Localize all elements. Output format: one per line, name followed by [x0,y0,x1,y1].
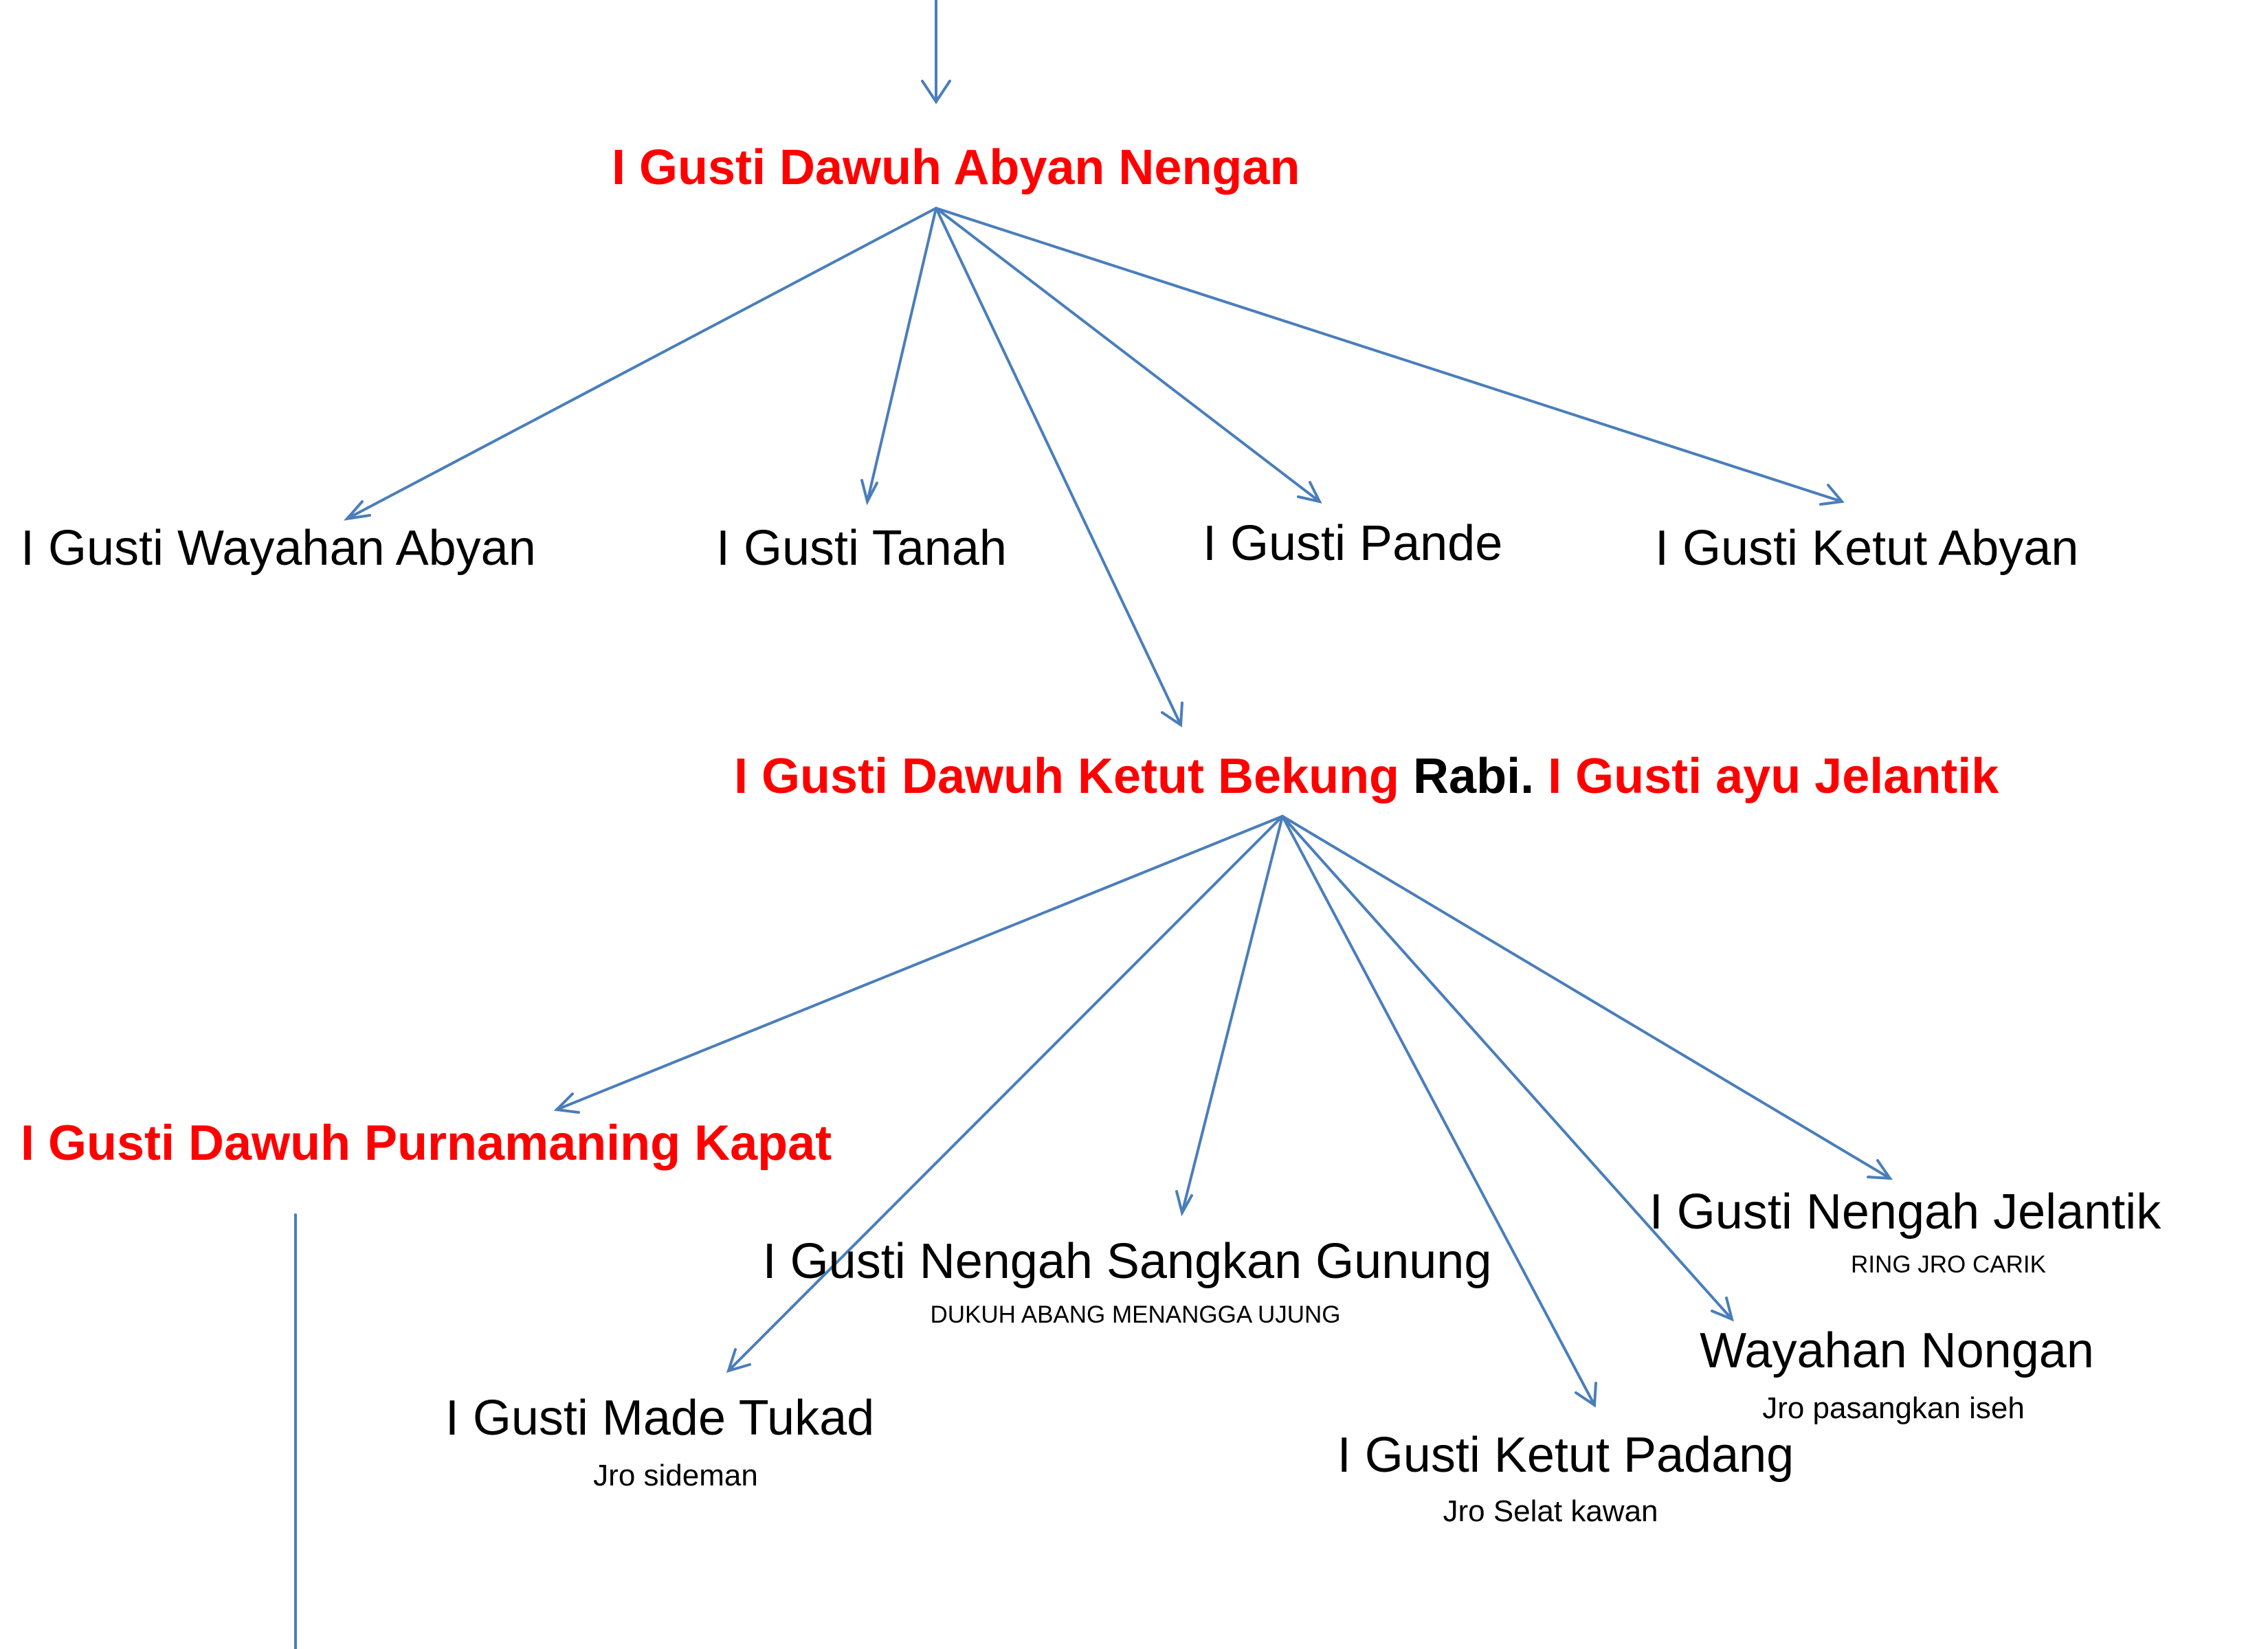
arrow-root-to-tanah [862,208,936,502]
arrow-root-to-pande [936,208,1320,502]
spouse-prefix: Rabi. [1413,749,1535,804]
child-name-nengah-jelantik: I Gusti Nengah Jelantik [1649,1185,2161,1239]
arrow-root-to-wayahan-abyan [347,208,936,519]
arrow-into-root [922,0,950,102]
child-name-sangkan-gunung: I Gusti Nengah Sangkan Gunung [762,1234,1492,1289]
child-note-wayahan-nongan: Jro pasangkan iseh [1762,1391,2025,1425]
arrow-bekung-to-purnamaning-kapat [557,816,1282,1112]
child-name-tanah: I Gusti Tanah [716,521,1007,576]
gen2-name: I Gusti Dawuh Ketut Bekung [734,749,1400,804]
arrow-root-to-dawuh-ketut-bekung [936,208,1182,725]
child-note-nengah-jelantik: RING JRO CARIK [1851,1251,2046,1278]
root-name: I Gusti Dawuh Abyan Nengan [612,140,1300,195]
child-name-made-tukad: I Gusti Made Tukad [445,1391,875,1446]
child-name-wayahan-nongan: Wayahan Nongan [1700,1323,2094,1378]
child-name-wayahan-abyan: I Gusti Wayahan Abyan [21,521,536,576]
child-note-ketut-padang: Jro Selat kawan [1443,1494,1658,1528]
child-note-made-tukad: Jro sideman [593,1459,758,1492]
child-name-ketut-padang: I Gusti Ketut Padang [1337,1428,1794,1483]
spouse-name: I Gusti ayu Jelantik [1548,749,1999,804]
child-note-sangkan-gunung: DUKUH ABANG MENANGGA UJUNG [930,1301,1341,1328]
child-name-ketut-abyan: I Gusti Ketut Abyan [1655,521,2079,576]
arrow-bekung-to-sangkan-gunung [1177,816,1282,1213]
child-name-pande: I Gusti Pande [1203,516,1503,571]
arrow-bekung-to-nengah-jelantik [1282,816,1890,1178]
gen2-line [734,749,1999,804]
arrow-root-to-ketut-abyan [936,208,1842,504]
child-name-purnamaning-kapat: I Gusti Dawuh Purnamaning Kapat [21,1116,832,1171]
